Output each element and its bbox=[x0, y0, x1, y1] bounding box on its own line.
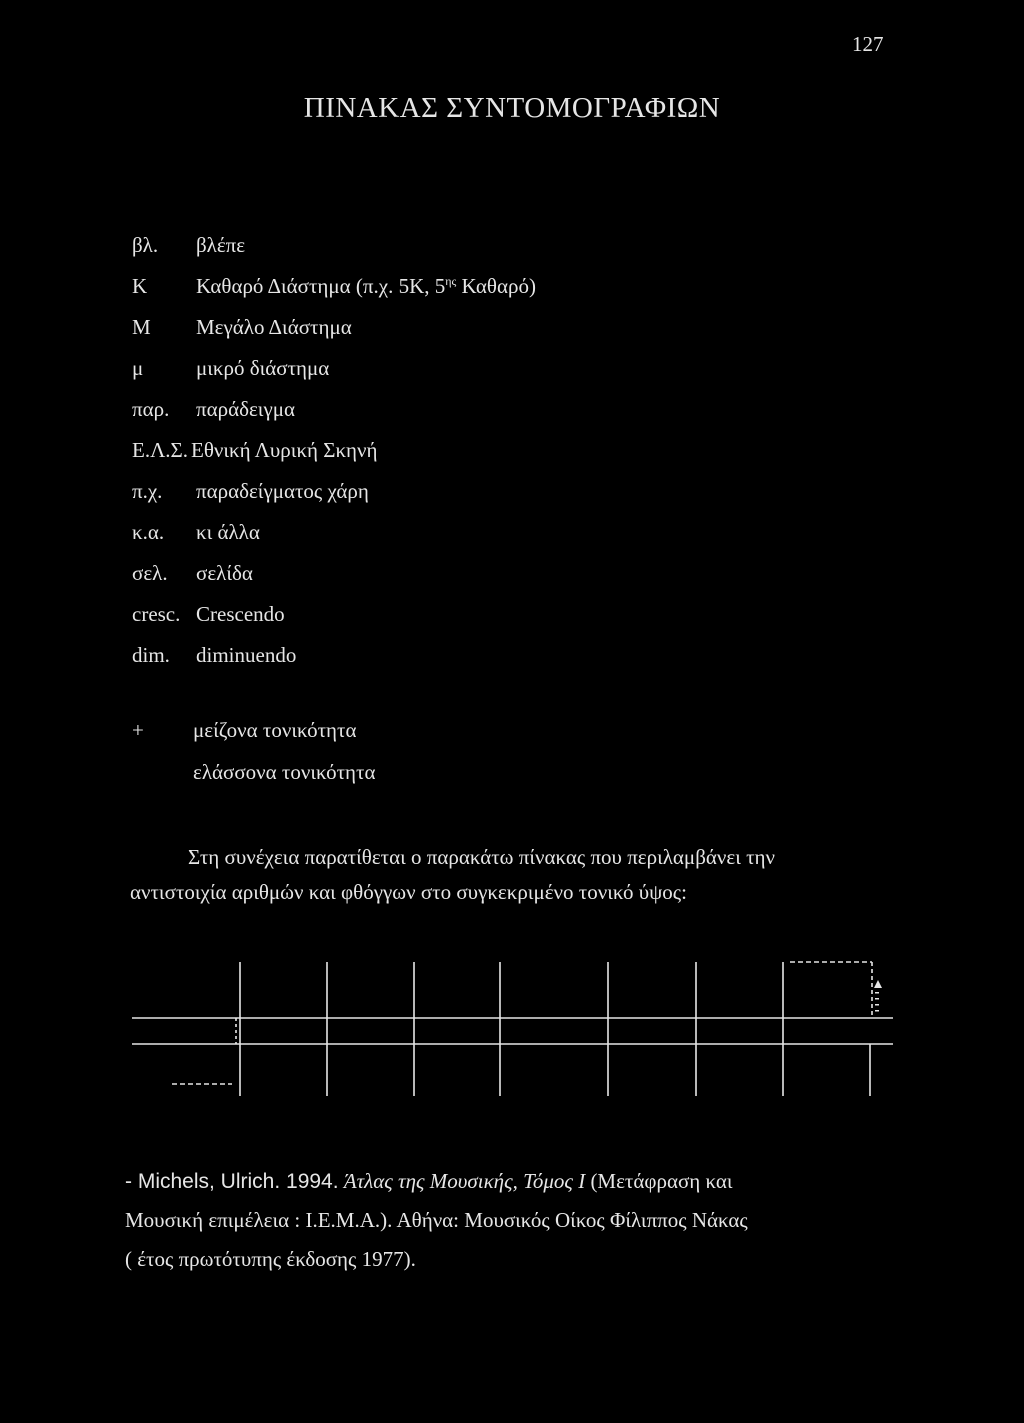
abbreviation-key: π.χ. bbox=[132, 479, 163, 503]
abbreviation-row bbox=[132, 274, 832, 315]
abbreviation-list bbox=[132, 233, 832, 684]
abbreviation-row bbox=[132, 479, 832, 520]
abbreviation-meaning: Μεγάλο Διάστημα bbox=[196, 315, 352, 339]
tonality-row bbox=[132, 718, 632, 760]
abbreviation-meaning: βλέπε bbox=[196, 233, 246, 257]
abbreviation-meaning: παραδείγματος χάρη bbox=[196, 479, 369, 503]
intro-line: Στη συνέχεια παρατίθεται ο παρακάτω πίνακας που περιλαμβάνει την bbox=[188, 845, 776, 869]
abbreviation-row bbox=[132, 356, 832, 397]
abbreviation-key: dim. bbox=[132, 643, 170, 667]
major-symbol: + bbox=[132, 718, 144, 742]
abbreviation-meaning: Crescendo bbox=[196, 602, 285, 626]
page-title: ΠΙΝΑΚΑΣ ΣΥΝΤΟΜΟΓΡΑΦΙΩΝ bbox=[303, 92, 721, 124]
reference-line bbox=[125, 1162, 915, 1201]
abbreviation-meaning: Εθνική Λυρική Σκηνή bbox=[191, 438, 378, 462]
abbreviation-key: σελ. bbox=[132, 561, 168, 585]
abbreviation-meaning-tail: Καθαρό) bbox=[456, 274, 536, 298]
tonality-meaning: μείζονα τονικότητα bbox=[193, 718, 357, 742]
abbreviation-key: Μ bbox=[132, 315, 151, 339]
abbreviation-key: κ.α. bbox=[132, 520, 165, 544]
abbreviation-key: Ε.Λ.Σ. bbox=[132, 438, 189, 462]
tick-mark bbox=[875, 1004, 879, 1006]
abbreviation-row bbox=[132, 315, 832, 356]
intro-paragraph bbox=[130, 840, 910, 910]
abbreviation-key: Κ bbox=[132, 274, 148, 298]
abbreviation-row bbox=[132, 397, 832, 438]
reference-line: ( έτος πρωτότυπης έκδοσης 1977). bbox=[125, 1247, 416, 1271]
abbreviation-row bbox=[132, 438, 832, 479]
abbreviation-key: μ bbox=[132, 356, 144, 380]
abbreviation-meaning: diminuendo bbox=[196, 643, 297, 667]
tick-mark bbox=[875, 992, 879, 994]
abbreviation-meaning: παράδειγμα bbox=[196, 397, 295, 421]
abbreviation-key: cresc. bbox=[132, 602, 181, 626]
abbreviation-row bbox=[132, 233, 832, 274]
tick-mark bbox=[875, 998, 879, 1000]
tonality-meaning: ελάσσονα τονικότητα bbox=[193, 760, 376, 784]
abbreviation-row bbox=[132, 602, 832, 643]
abbreviation-key: παρ. bbox=[132, 397, 170, 421]
reference-title: Άτλας της Μουσικής, Τόμος Ι bbox=[343, 1169, 586, 1193]
arrow-mark bbox=[874, 980, 882, 988]
tonality-row bbox=[132, 760, 632, 802]
reference-line: Μουσική επιμέλεια : Ι.Ε.Μ.Α.). Αθήνα: Μουσικός Οίκος Φίλιππος Νάκας bbox=[125, 1208, 748, 1232]
reference-translation: (Μετάφραση και bbox=[590, 1169, 733, 1193]
abbreviation-meaning: κι άλλα bbox=[196, 520, 260, 544]
abbreviation-meaning: σελίδα bbox=[196, 561, 253, 585]
abbreviation-key: βλ. bbox=[132, 233, 159, 257]
reference-author: - Michels, Ulrich. 1994. bbox=[125, 1170, 339, 1193]
bibliographic-reference bbox=[125, 1162, 915, 1279]
abbreviation-meaning: μικρό διάστημα bbox=[196, 356, 330, 380]
tick-mark bbox=[875, 1010, 879, 1012]
abbreviation-meaning-group bbox=[196, 274, 536, 299]
tonality-legend bbox=[132, 718, 632, 802]
abbreviation-row bbox=[132, 520, 832, 561]
abbreviation-meaning: Καθαρό Διάστημα (π.χ. 5Κ, 5 bbox=[196, 274, 446, 298]
ordinal-superscript: ης bbox=[445, 274, 457, 288]
abbreviation-row bbox=[132, 643, 832, 684]
page-number: 127 bbox=[852, 32, 884, 56]
intro-line: αντιστοιχία αριθμών και φθόγγων στο συγκεκριμένο τονικό ύψος: bbox=[130, 880, 687, 904]
abbreviation-row bbox=[132, 561, 832, 602]
